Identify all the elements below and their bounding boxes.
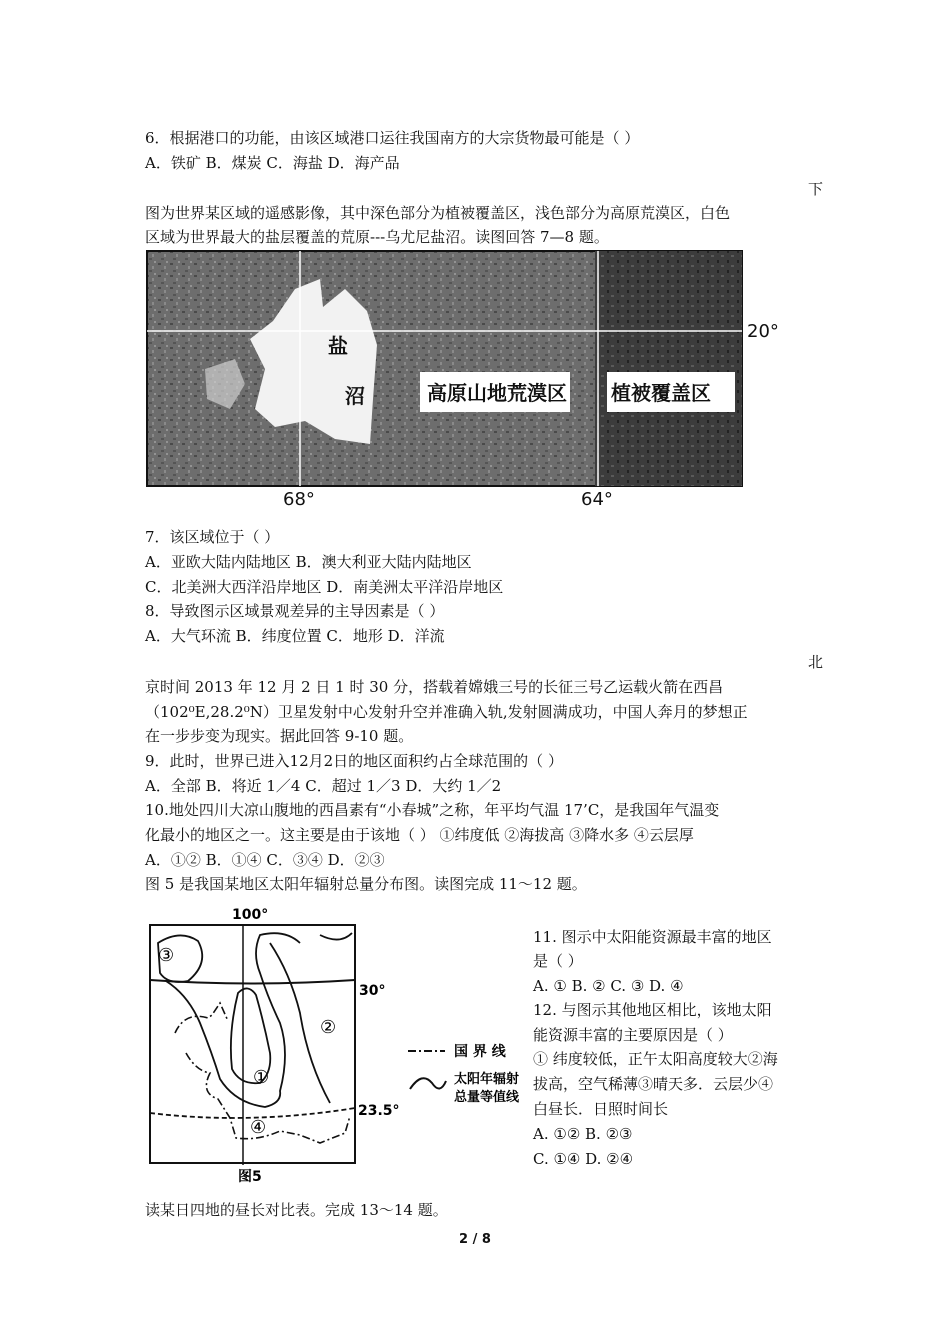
salt-label-2: 沼 (345, 384, 365, 408)
intro-9-10-line-3: 在一步步变为现实。据此回答 9-10 题。 (145, 727, 414, 745)
question-10-line-2: 化最小的地区之一。这主要是由于该地（ ） ①纬度低 ②海拔高 ③降水多 ④云层厚 (145, 826, 694, 844)
intro-9-10-line-2: （102⁰E,28.2⁰N）卫星发射中心发射升空并准确入轨,发射圆满成功，中国人奔月的梦想正 (145, 703, 748, 721)
question-7-stem: 7．该区域位于（ ） (145, 528, 280, 546)
fig5-latitude-30-label: 30° (359, 983, 386, 999)
question-6-options: A．铁矿 B．煤炭 C．海盐 D．海产品 (145, 154, 400, 172)
intro-7-8-line-1: 图为世界某区域的遥感影像，其中深色部分为植被覆盖区，浅色部分为高原荒漠区，白色 (145, 204, 731, 222)
intro-7-8-line-2: 区域为世界最大的盐层覆盖的荒原---乌尤尼盐沼。读图回答 7—8 题。 (145, 228, 609, 246)
legend-isoline-symbol (410, 1078, 446, 1089)
question-12-options-2: C. ①④ D. ②④ (533, 1150, 634, 1168)
question-12-line-4: 拔高，空气稀薄③晴天多．云层少④ (533, 1075, 774, 1093)
fig5-longitude-label: 100° (232, 907, 269, 923)
question-11-line-1: 11. 图示中太阳能资源最丰富的地区 (533, 928, 772, 946)
question-9-options: A．全部 B．将近 1／4 C．超过 1／3 D．大约 1／2 (145, 777, 502, 795)
fig5-region-3: ③ (158, 945, 175, 966)
satellite-image-figure (145, 249, 780, 511)
question-11-line-2: 是（ ） (533, 952, 583, 970)
question-12-line-2: 能资源丰富的主要原因是（ ） (533, 1026, 733, 1044)
fig5-latitude-23-label: 23.5° (358, 1103, 400, 1119)
question-9-stem: 9．此时，世界已进入12月2日的地区面积约占全球范围的（ ） (145, 752, 563, 770)
page-number: 2 / 8 (459, 1232, 491, 1247)
question-7-options-2: C．北美洲大西洋沿岸地区 D．南美洲太平洋沿岸地区 (145, 578, 504, 596)
salt-label-1: 盐 (328, 334, 348, 358)
question-8-options: A．大气环流 B．纬度位置 C．地形 D．洋流 (145, 627, 445, 645)
figure-5-intro: 图 5 是我国某地区太阳年辐射总量分布图。读图完成 11～12 题。 (145, 875, 587, 893)
question-12-options-1: A. ①② B. ②③ (533, 1125, 633, 1143)
legend-isoline-label-2: 总量等值线 (454, 1090, 520, 1105)
question-10-options: A．①② B．①④ C．③④ D．②③ (145, 851, 385, 869)
question-10-line-1: 10.地处四川大凉山腹地的西昌素有“小春城”之称，年平均气温 17’C，是我国年气温变 (145, 801, 720, 819)
fig5-region-1: ① (253, 1067, 270, 1088)
fig5-caption: 图5 (238, 1169, 262, 1185)
satellite-image (145, 249, 780, 511)
question-12-line-1: 12. 与图示其他地区相比，该地太阳 (533, 1001, 772, 1019)
intro-9-10-line-1: 京时间 2013 年 12 月 2 日 1 时 30 分，搭载着嫦娥三号的长征三号乙运载火箭在西昌 (145, 678, 724, 696)
intro-13-14: 读某日四地的昼长对比表。完成 13～14 题。 (145, 1201, 448, 1219)
figure-5 (140, 903, 525, 1188)
longitude-right-label: 64° (581, 489, 613, 510)
question-6-stem: 6．根据港口的功能，由该区域港口运往我国南方的大宗货物最可能是（ ） (145, 129, 640, 147)
question-12-line-3: ① 纬度较低，正午太阳高度较大②海 (533, 1050, 778, 1068)
legend-border-label: 国 界 线 (454, 1044, 506, 1060)
longitude-left-label: 68° (283, 489, 315, 510)
legend-isoline-label-1: 太阳年辐射 (454, 1072, 520, 1087)
vegetation-label: 植被覆盖区 (611, 381, 711, 405)
desert-label: 高原山地荒漠区 (427, 381, 567, 405)
fig5-region-4: ④ (250, 1117, 267, 1138)
latitude-label: 20° (747, 321, 779, 342)
fig5-region-2: ② (320, 1017, 337, 1038)
intro-7-8-edge-char: 下 (808, 180, 824, 198)
question-11-options: A. ① B. ② C. ③ D. ④ (533, 977, 684, 995)
question-12-line-5: 白昼长．日照时间长 (533, 1100, 669, 1118)
solar-radiation-map (140, 903, 525, 1188)
question-7-options-1: A．亚欧大陆内陆地区 B．澳大利亚大陆内陆地区 (145, 553, 472, 571)
intro-9-10-edge-char: 北 (808, 653, 824, 671)
question-8-stem: 8．导致图示区域景观差异的主导因素是（ ） (145, 602, 445, 620)
